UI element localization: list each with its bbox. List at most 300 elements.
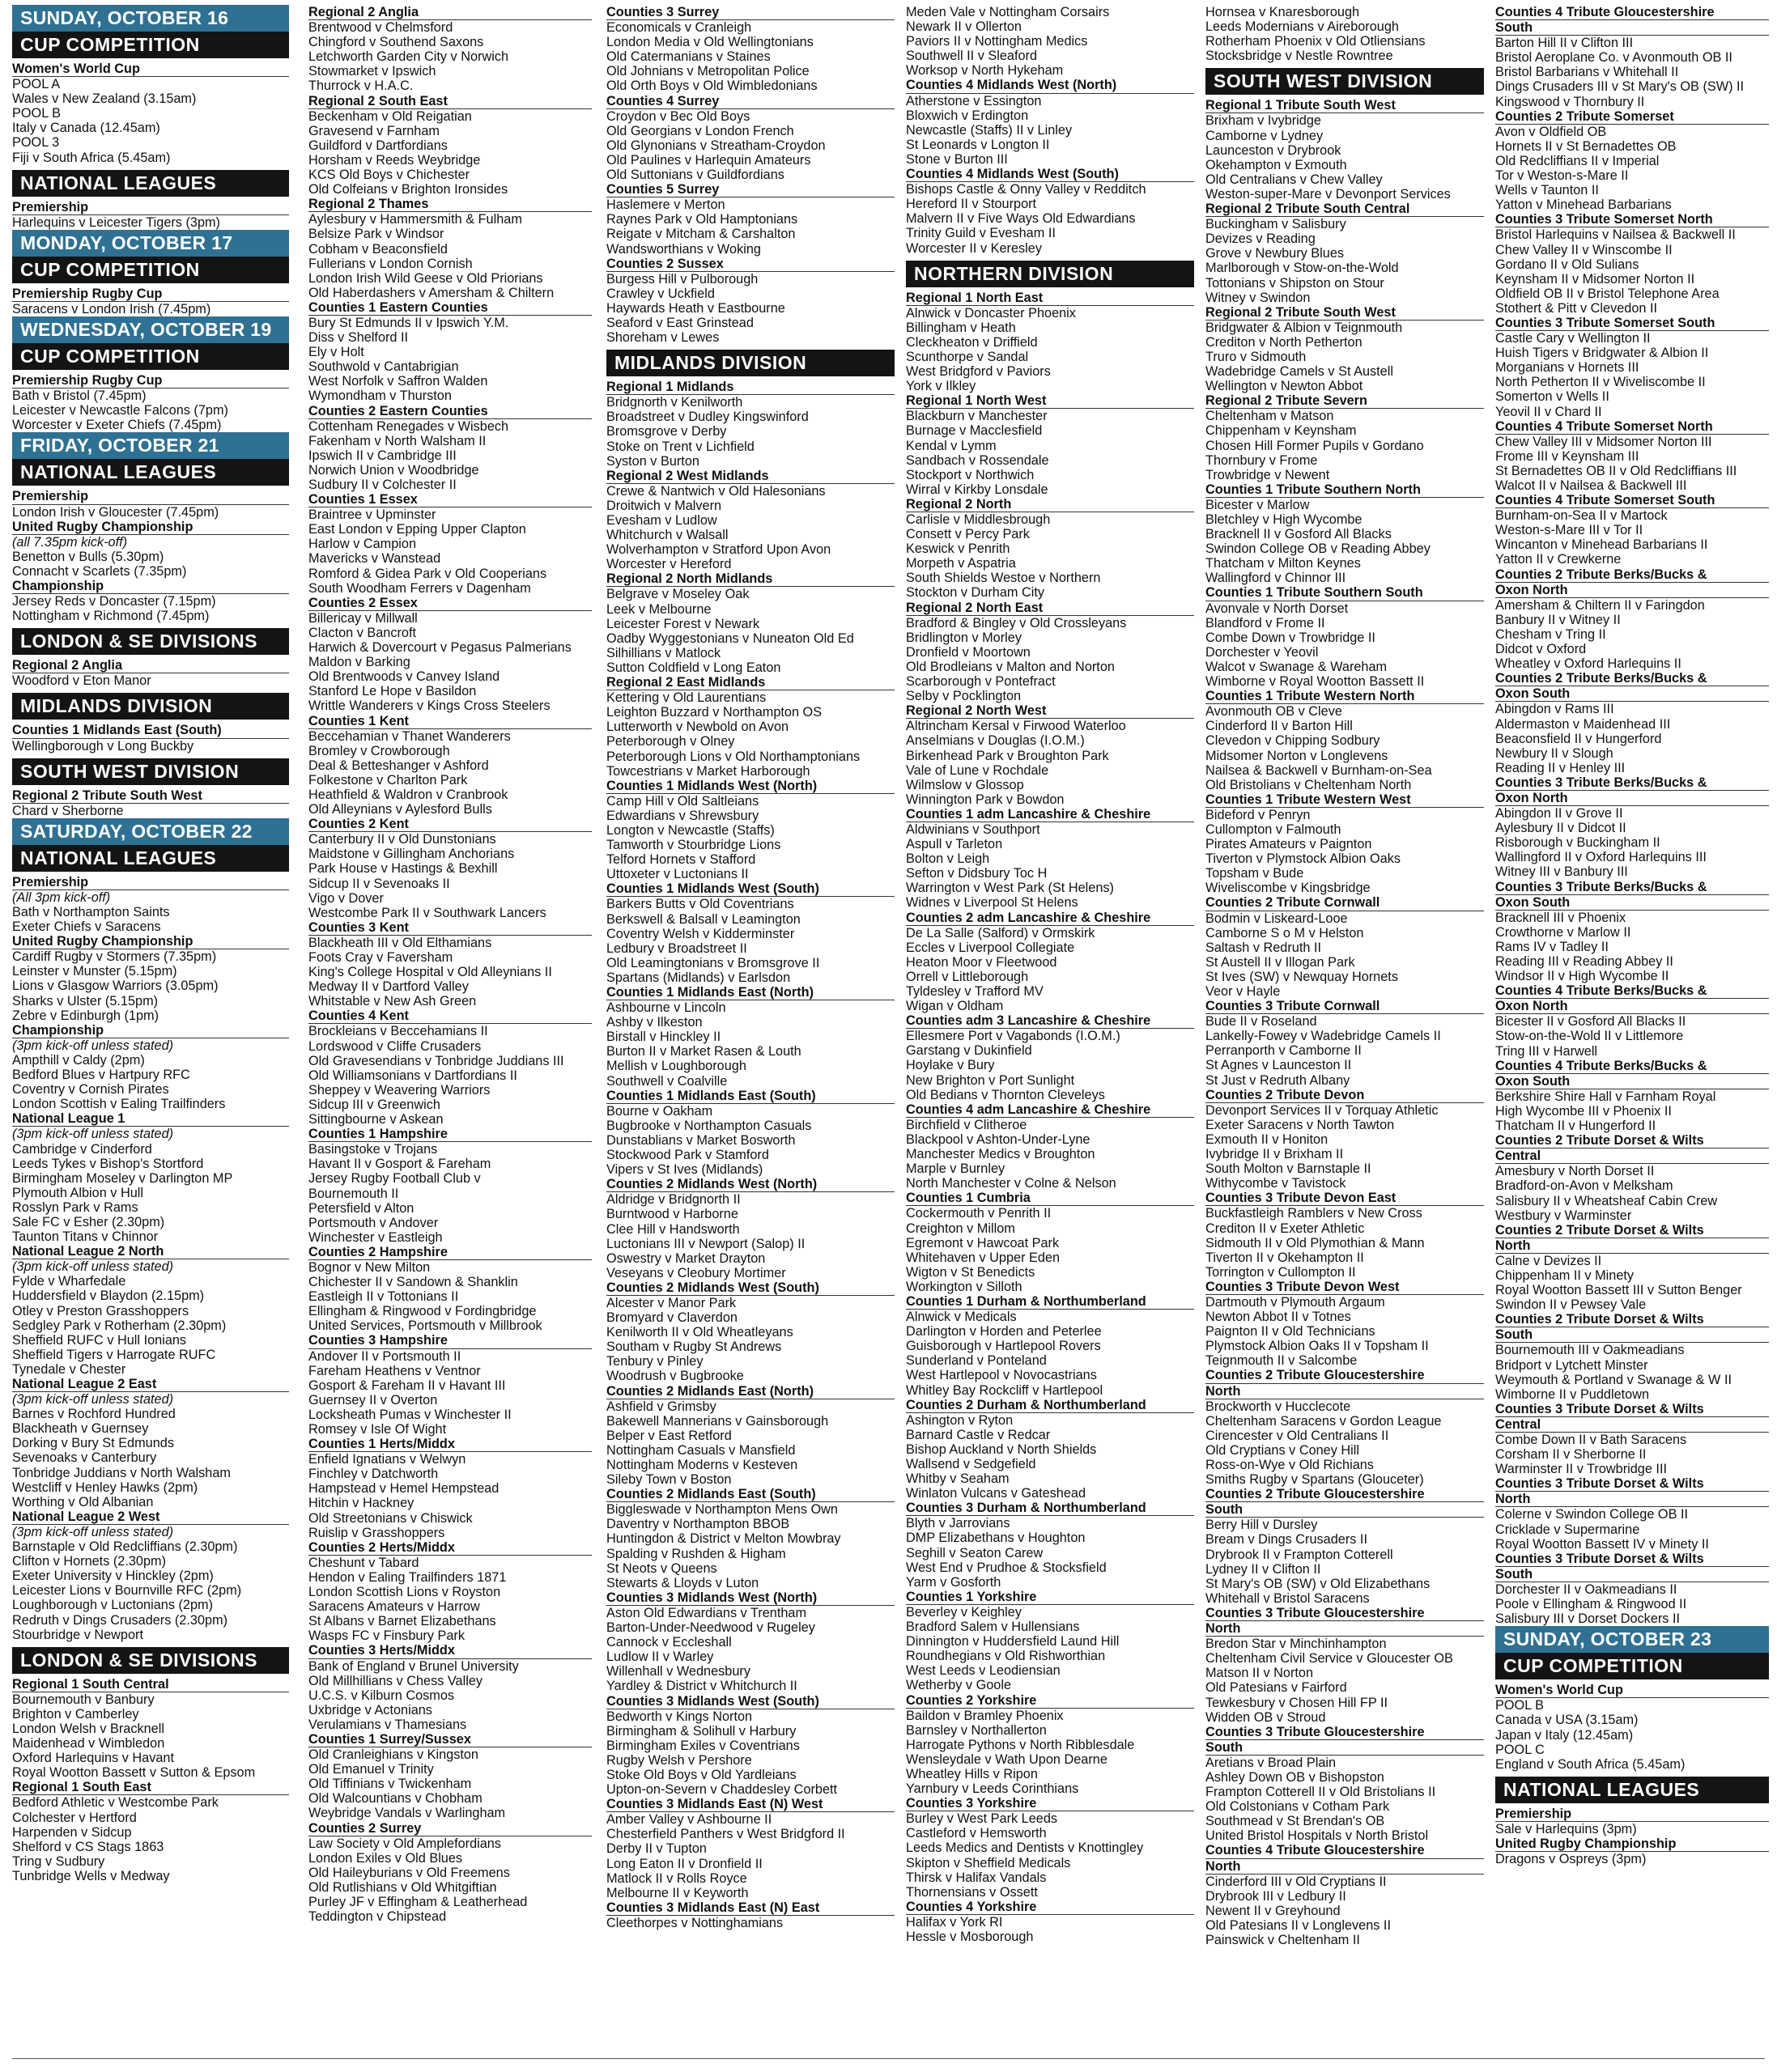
- fixture-line: Wandsworthians v Woking: [606, 241, 761, 257]
- fixture-line: Egremont v Hawcoat Park: [906, 1235, 1060, 1250]
- fixture-line: Bracknell III v Phoenix: [1495, 910, 1626, 925]
- fixture-line: Longton v Newcastle (Staffs): [606, 822, 775, 838]
- league-heading: Counties 2 Tribute Dorset & Wilts: [1495, 1312, 1769, 1327]
- fixture-line: Consett v Percy Park: [906, 527, 1030, 542]
- fixture-line: West End v Prudhoe & Stocksfield: [906, 1560, 1107, 1575]
- league-heading: Counties 3 Tribute Dorset & Wilts: [1495, 1552, 1769, 1567]
- fixture-line: Ashbourne v Lincoln: [606, 1000, 726, 1016]
- date-banner: WEDNESDAY, OCTOBER 19: [12, 316, 289, 343]
- fixture-line: Ludlow II v Warley: [606, 1650, 714, 1665]
- fixture-line: Tenbury v Pinley: [606, 1354, 704, 1369]
- fixture-line: North Manchester v Colne & Nelson: [906, 1176, 1116, 1191]
- fixture-line: Blackheath III v Old Elthamians: [308, 935, 492, 950]
- fixture-line: Marple v Burnley: [906, 1161, 1005, 1177]
- fixture-line: Bognor v New Milton: [308, 1259, 431, 1275]
- fixture-line: Crewe & Nantwich v Old Halesonians: [606, 483, 826, 499]
- fixture-line: Newbury II v Slough: [1495, 745, 1613, 761]
- fixture-line: Enfield Ignatians v Welwyn: [308, 1452, 466, 1467]
- fixture-line: Bracknell II v Gosford All Blacks: [1205, 527, 1392, 542]
- fixture-line: Matlock II v Rolls Royce: [606, 1870, 747, 1886]
- fixture-line: Old Patesians v Fairford: [1205, 1680, 1347, 1696]
- fixture-line: Croydon v Bec Old Boys: [606, 108, 750, 124]
- fixture-line: Lions v Glasgow Warriors (3.05pm): [12, 979, 219, 994]
- fixture-line: Stocksbridge v Nestle Rowntree: [1205, 49, 1393, 64]
- league-heading: Regional 2 Thames: [308, 197, 592, 212]
- fixture-line: Chew Valley III v Midsomer Norton III: [1495, 434, 1712, 449]
- fixture-line: Stothert & Pitt v Clevedon II: [1495, 300, 1657, 316]
- fixture-line: Hendon v Ealing Trailfinders 1871: [308, 1569, 507, 1585]
- fixture-line: St Agnes v Launceston II: [1205, 1058, 1352, 1073]
- fixture-line: Winnington Park v Bowdon: [906, 792, 1065, 807]
- fixture-line: Witney v Swindon: [1205, 290, 1311, 305]
- fixture-line: Huntingdon & District v Melton Mowbray: [606, 1531, 841, 1547]
- fixture-line: Taunton Titans v Chinnor: [12, 1229, 159, 1245]
- league-heading: Counties 2 Yorkshire: [906, 1693, 1194, 1709]
- fixture-line: Burntwood v Harborne: [606, 1207, 738, 1222]
- fixture-line: Dorking v Bury St Edmunds: [12, 1436, 174, 1451]
- fixture-line: Beccehamian v Thanet Wanderers: [308, 728, 511, 744]
- fixture-line: Hoylake v Bury: [906, 1058, 995, 1073]
- league-heading: Regional 2 North: [906, 497, 1194, 512]
- fixture-line: Poole v Ellingham & Ringwood II: [1495, 1597, 1687, 1612]
- fixture-line: Burnage v Macclesfield: [906, 423, 1043, 439]
- fixture-line: England v South Africa (5.45am): [1495, 1756, 1686, 1772]
- league-heading: Premiership: [12, 200, 289, 215]
- fixture-line: Old Rutlishians v Old Whitgiftian: [308, 1879, 497, 1895]
- fixture-line: Stoke Old Boys v Old Yardleians: [606, 1767, 797, 1782]
- fixture-line: Old Emanuel v Trinity: [308, 1762, 434, 1777]
- fixture-line: U.C.S. v Kilburn Cosmos: [308, 1688, 455, 1703]
- fixture-line: Rotherham Phoenix v Old Otliensians: [1205, 34, 1426, 49]
- fixture-line: Aylesbury II v Didcot II: [1495, 821, 1626, 836]
- fixture-line: Cheshunt v Tabard: [308, 1555, 419, 1570]
- fixture-line: Dragons v Ospreys (3pm): [1495, 1852, 1647, 1867]
- fixture-line: Syston v Burton: [606, 453, 699, 469]
- fixture-line: Berry Hill v Dursley: [1205, 1518, 1318, 1533]
- fixture-line: Devizes v Reading: [1205, 231, 1316, 247]
- fixture-line: Bloxwich v Erdington: [906, 108, 1029, 123]
- fixture-line: Cleethorpes v Nottinghamians: [606, 1915, 784, 1930]
- fixture-line: Newent II v Greyhound: [1205, 1903, 1341, 1918]
- fixture-line: Finchley v Datchworth: [308, 1467, 439, 1482]
- fixtures-column-4: [906, 5, 1194, 2061]
- league-heading: North: [1205, 1859, 1484, 1875]
- fixture-line: West Norfolk v Saffron Walden: [308, 374, 488, 389]
- fixture-line: Burton II v Market Rasen & Louth: [606, 1044, 801, 1059]
- fixture-line: Melbourne II v Keyworth: [606, 1885, 749, 1900]
- fixture-line: POOL 3: [12, 135, 60, 151]
- fixture-line: Bishop Auckland v North Shields: [906, 1441, 1097, 1457]
- fixture-line: Royal Wootton Bassett v Sutton & Epsom: [12, 1765, 256, 1781]
- fixture-line: Teignmouth II v Salcombe: [1205, 1353, 1358, 1369]
- fixture-line: Southwold v Cantabrigian: [308, 359, 459, 375]
- fixture-line: St Ives (SW) v Newquay Hornets: [1205, 969, 1398, 984]
- league-heading: Regional 2 North West: [906, 703, 1194, 719]
- fixture-line: Atherstone v Essington: [906, 93, 1042, 108]
- league-heading: Counties 2 Kent: [308, 817, 592, 832]
- fixture-line: Birkenhead Park v Broughton Park: [906, 748, 1109, 763]
- league-heading: South: [1495, 20, 1769, 36]
- fixture-line: St Leonards v Longton II: [906, 137, 1050, 152]
- fixture-line: Colchester v Hertford: [12, 1810, 137, 1825]
- fixture-line: Westcliff v Henley Hawks (2pm): [12, 1480, 198, 1495]
- fixture-line: Peterborough v Olney: [606, 734, 735, 749]
- fixture-line: St Neots v Queens: [606, 1560, 717, 1576]
- league-heading: Counties 3 Tribute Devon West: [1205, 1280, 1484, 1295]
- fixture-line: Sileby Town v Boston: [606, 1472, 732, 1488]
- fixture-line: Old Catermanians v Staines: [606, 49, 771, 65]
- fixture-line: Malvern II v Five Ways Old Edwardians: [906, 211, 1136, 227]
- league-heading: National League 2 West: [12, 1509, 289, 1525]
- fixture-line: Chippenham II v Minety: [1495, 1267, 1635, 1283]
- fixture-line: Bugbrooke v Northampton Casuals: [606, 1118, 812, 1133]
- fixture-line: Corsham II v Sherborne II: [1495, 1447, 1647, 1463]
- fixture-line: Bradford-on-Avon v Melksham: [1495, 1178, 1673, 1194]
- fixture-line: Havant II v Gosport & Fareham: [308, 1157, 491, 1172]
- fixture-line: Walcot v Swanage & Wareham: [1205, 659, 1388, 674]
- fixture-line: Old Williamsonians v Dartfordians II: [308, 1068, 517, 1083]
- fixture-line: Exmouth II v Honiton: [1205, 1132, 1328, 1147]
- fixture-line: Newark II v Ollerton: [906, 19, 1022, 35]
- fixture-line: Ashby v Ilkeston: [606, 1015, 703, 1030]
- fixture-line: Dorchester v Yeovil: [1205, 644, 1319, 660]
- fixture-line: Blyth v Jarrovians: [906, 1516, 1010, 1531]
- fixture-line: Beckenham v Old Reigatian: [308, 108, 472, 124]
- league-heading: Counties 4 Surrey: [606, 94, 895, 109]
- fixture-line: Frome III v Keynsham III: [1495, 448, 1639, 464]
- fixture-line: Tunbridge Wells v Medway: [12, 1868, 170, 1883]
- fixture-line: Wilmslow v Glossop: [906, 777, 1024, 792]
- fixture-line: Jersey Reds v Doncaster (7.15pm): [12, 594, 216, 609]
- fixture-line: Jersey Rugby Football Club v: [308, 1171, 481, 1187]
- fixture-line: West Bridgford v Paviors: [906, 364, 1051, 380]
- fixture-line: Cottenham Renegades v Wisbech: [308, 418, 509, 434]
- fixture-line: Dorchester II v Oakmeadians II: [1495, 1582, 1677, 1597]
- fixture-line: Eastleigh II v Tottonians II: [308, 1289, 459, 1305]
- fixture-line: Amersham & Chiltern II v Faringdon: [1495, 597, 1705, 613]
- fixture-line: Birstall v Hinckley II: [606, 1030, 721, 1045]
- fixture-line: Sidmouth II v Old Plymothian & Mann: [1205, 1235, 1425, 1250]
- fixture-line: Bromley v Crowborough: [308, 743, 450, 758]
- fixture-line: Yarnbury v Leeds Corinthians: [906, 1781, 1079, 1797]
- fixture-line: Wallsend v Sedgefield: [906, 1457, 1036, 1471]
- fixture-line: Keswick v Penrith: [906, 541, 1010, 557]
- fixture-line: St Bernadettes OB II v Old Redcliffians III: [1495, 463, 1737, 478]
- section-bar: CUP COMPETITION: [12, 257, 289, 283]
- league-heading: United Rugby Championship: [12, 934, 289, 949]
- fixture-line: Kettering v Old Laurentians: [606, 690, 767, 706]
- fixture-line: Avon v Oldfield OB: [1495, 124, 1607, 139]
- fixture-line: Norwich Union v Woodbridge: [308, 462, 479, 478]
- fixture-line: Belsize Park v Windsor: [308, 227, 444, 242]
- league-heading: Counties 1 Yorkshire: [906, 1590, 1194, 1605]
- fixture-line: Selby v Pocklington: [906, 689, 1022, 704]
- fixture-line: Aldwinians v Southport: [906, 822, 1040, 837]
- fixture-line: Worcester v Exeter Chiefs (7.45pm): [12, 418, 222, 433]
- bottom-rule: [12, 2058, 1765, 2059]
- fixture-line: Cockermouth v Penrith II: [906, 1206, 1052, 1221]
- fixture-line: Saracens v London Irish (7.45pm): [12, 301, 211, 316]
- league-heading: Counties 2 adm Lancashire & Cheshire: [906, 911, 1194, 926]
- fixture-line: Otley v Preston Grasshoppers: [12, 1303, 189, 1318]
- fixture-line: Evesham v Ludlow: [606, 513, 717, 528]
- fixture-line: Belper v East Retford: [606, 1428, 732, 1443]
- league-heading: Counties 2 Durham & Northumberland: [906, 1398, 1194, 1413]
- fixture-line: Guildford v Dartfordians: [308, 138, 448, 153]
- fixture-line: Old Paulines v Harlequin Amateurs: [606, 152, 811, 168]
- fixture-line: POOL B: [12, 106, 62, 121]
- league-heading: Counties 1 Hampshire: [308, 1127, 592, 1142]
- fixture-line: Wasps FC v Finsbury Park: [308, 1628, 465, 1644]
- fixture-line: London Welsh v Bracknell: [12, 1721, 164, 1736]
- fixtures-column-6: [1495, 5, 1769, 2061]
- fixture-line: Thirsk v Halifax Vandals: [906, 1870, 1047, 1885]
- fixture-line: Romsey v Isle Of Wight: [308, 1422, 447, 1437]
- league-heading: Counties 2 Midlands East (North): [606, 1384, 895, 1399]
- fixture-line: Thatcham II v Hungerford II: [1495, 1119, 1656, 1134]
- fixture-line: Stanford Le Hope v Basildon: [308, 684, 477, 699]
- fixture-line: Bredon Star v Minchinhampton: [1205, 1637, 1387, 1652]
- league-heading: Counties 1 Eastern Counties: [308, 300, 592, 316]
- fixture-line: Chesham v Tring II: [1495, 626, 1606, 642]
- fixture-line: Berkswell & Balsall v Leamington: [606, 911, 801, 927]
- fixture-line: Buckfastleigh Ramblers v New Cross: [1205, 1206, 1422, 1221]
- fixture-line: Cobham v Beaconsfield: [308, 241, 448, 257]
- fixture-line: Old Haileyburians v Old Freemens: [308, 1865, 510, 1880]
- fixture-line: Haywards Heath v Eastbourne: [606, 300, 785, 316]
- fixture-line: Reading III v Reading Abbey II: [1495, 954, 1673, 969]
- fixture-line: Letchworth Garden City v Norwich: [308, 49, 509, 65]
- fixture-line: Salisbury III v Dorset Dockers II: [1495, 1611, 1681, 1627]
- fixture-line: Truro v Sidmouth: [1205, 349, 1307, 364]
- kickoff-note: (3pm kick-off unless stated): [12, 1392, 174, 1408]
- fixture-line: Newcastle (Staffs) II v Linley: [906, 122, 1073, 138]
- fixture-line: Connacht v Scarlets (7.35pm): [12, 563, 187, 579]
- fixture-line: Tottonians v Shipston on Stour: [1205, 275, 1384, 291]
- fixture-line: Kingswood v Thornbury II: [1495, 94, 1645, 109]
- date-banner: SUNDAY, OCTOBER 23: [1495, 1626, 1769, 1653]
- fixture-line: Weston-super-Mare v Devonport Services: [1205, 186, 1451, 202]
- league-heading: Counties 1 Midlands East (South): [606, 1089, 895, 1104]
- fixture-line: King's College Hospital v Old Alleynians II: [308, 965, 552, 980]
- fixture-line: Bream v Dings Crusaders II: [1205, 1532, 1367, 1548]
- fixture-line: Devonport Services II v Torquay Athletic: [1205, 1102, 1439, 1118]
- league-heading: Counties 2 Tribute Berks/Bucks &: [1495, 567, 1769, 583]
- fixture-line: Bradford Salem v Hullensians: [906, 1620, 1080, 1635]
- fixture-line: Clee Hill v Handsworth: [606, 1221, 740, 1237]
- league-heading: Counties 3 Tribute Dorset & Wilts: [1495, 1476, 1769, 1492]
- league-heading: United Rugby Championship: [12, 520, 289, 535]
- fixture-line: Deal & Betteshanger v Ashford: [308, 758, 489, 773]
- fixture-line: York v Ilkley: [906, 379, 976, 394]
- fixture-line: Basingstoke v Trojans: [308, 1142, 438, 1157]
- fixture-line: South Molton v Barnstaple II: [1205, 1161, 1371, 1177]
- fixture-line: Stourbridge v Newport: [12, 1627, 143, 1642]
- section-bar: CUP COMPETITION: [12, 343, 289, 370]
- league-heading: Counties 1 Tribute Western North: [1205, 689, 1484, 704]
- league-heading: Counties 4 Kent: [308, 1008, 592, 1024]
- fixture-line: Bideford v Penryn: [1205, 807, 1311, 822]
- kickoff-note: (All 3pm kick-off): [12, 890, 111, 905]
- fixtures-column-5: [1205, 5, 1484, 2061]
- fixture-line: Chard v Sherborne: [12, 803, 124, 818]
- fixture-line: Painswick v Cheltenham II: [1205, 1933, 1360, 1947]
- fixture-line: Sevenoaks v Canterbury: [12, 1450, 157, 1466]
- fixture-line: Kenilworth II v Old Wheatleyans: [606, 1325, 793, 1340]
- fixture-line: Telford Hornets v Stafford: [606, 852, 756, 868]
- fixture-line: Aldridge v Bridgnorth II: [606, 1192, 741, 1208]
- fixture-line: Banbury II v Witney II: [1495, 612, 1621, 627]
- fixture-line: Italy v Canada (12.45am): [12, 121, 160, 136]
- fixture-line: Cricklade v Supermarine: [1495, 1522, 1640, 1537]
- league-heading: National League 2 North: [12, 1244, 289, 1259]
- fixture-line: Billingham v Heath: [906, 320, 1016, 335]
- league-heading: Counties 4 Tribute Gloucestershire: [1205, 1843, 1484, 1858]
- league-heading: North: [1205, 1621, 1484, 1637]
- league-heading: Regional 2 East Midlands: [606, 675, 895, 690]
- fixture-line: Launceston v Drybrook: [1205, 142, 1341, 158]
- fixture-line: Bourne v Oakham: [606, 1103, 713, 1119]
- fixture-line: Leeds Medics and Dentists v Knottingley: [906, 1841, 1144, 1856]
- fixture-line: Lordswood v Cliffe Crusaders: [308, 1038, 482, 1054]
- fixture-line: Stone v Burton III: [906, 151, 1008, 167]
- fixture-line: Aylesbury v Hammersmith & Fulham: [308, 212, 522, 227]
- league-heading: Counties 3 Yorkshire: [906, 1796, 1194, 1811]
- league-heading: Regional 1 North East: [906, 291, 1194, 306]
- fixture-line: Wigan v Oldham: [906, 999, 1004, 1014]
- fixture-line: Seghill v Seaton Carew: [906, 1545, 1044, 1560]
- fixture-line: Skipton v Sheffield Medicals: [906, 1855, 1071, 1870]
- league-heading: Counties 4 adm Lancashire & Cheshire: [906, 1102, 1194, 1118]
- fixture-line: Peterborough Lions v Old Northamptonians: [606, 749, 861, 764]
- league-heading: Counties 2 Hampshire: [308, 1245, 592, 1260]
- league-heading: Regional 1 North West: [906, 393, 1194, 409]
- fixture-line: Worksop v North Hykeham: [906, 63, 1064, 79]
- fixture-line: Raynes Park v Old Hamptonians: [606, 212, 798, 227]
- fixture-line: Blandford v Frome II: [1205, 615, 1325, 631]
- fixture-line: Bristol Harlequins v Nailsea & Backwell II: [1495, 227, 1736, 243]
- league-heading: Counties 2 Tribute Dorset & Wilts: [1495, 1133, 1769, 1149]
- fixture-line: Oswestry v Market Drayton: [606, 1250, 766, 1266]
- fixture-line: Old Colstonians v Cotham Park: [1205, 1799, 1390, 1815]
- fixture-line: Hampstead v Hemel Hempstead: [308, 1481, 500, 1497]
- fixture-line: Aretians v Broad Plain: [1205, 1755, 1337, 1770]
- league-heading: Counties 1 Herts/Middx: [308, 1437, 592, 1452]
- fixture-line: Wheatley v Oxford Harlequins II: [1495, 656, 1681, 672]
- fixture-line: Bedworth v Kings Norton: [606, 1709, 753, 1724]
- fixture-line: Worcester II v Keresley: [906, 240, 1042, 256]
- fixture-line: Aston Old Edwardians v Trentham: [606, 1605, 807, 1620]
- fixture-line: Vipers v St Ives (Midlands): [606, 1162, 763, 1178]
- fixture-line: Old Redcliffians II v Imperial: [1495, 153, 1660, 168]
- fixture-line: Sharks v Ulster (5.15pm): [12, 993, 159, 1008]
- fixture-line: Barton Hill II v Clifton III: [1495, 36, 1634, 51]
- fixture-line: Oxford Harlequins v Havant: [12, 1751, 174, 1766]
- fixture-line: Yardley & District v Whitchurch II: [606, 1679, 797, 1694]
- fixture-line: Law Society v Old Amplefordians: [308, 1836, 502, 1851]
- fixture-line: Abingdon v Rams III: [1495, 702, 1614, 717]
- fixture-line: Wensleydale v Wath Upon Dearne: [906, 1751, 1107, 1767]
- fixture-line: Chew Valley II v Winscombe II: [1495, 242, 1673, 257]
- league-heading: Regional 1 Tribute South West: [1205, 98, 1484, 113]
- league-heading: Regional 1 South Central: [12, 1677, 289, 1692]
- fixture-line: Economicals v Cranleigh: [606, 20, 752, 36]
- league-heading: Counties 1 Midlands West (South): [606, 881, 895, 897]
- fixture-line: Blackburn v Manchester: [906, 409, 1048, 424]
- league-heading: Premiership Rugby Cup: [12, 287, 289, 302]
- fixture-line: Crediton v North Petherton: [1205, 334, 1363, 350]
- fixture-line: Westbury v Warminster: [1495, 1208, 1632, 1223]
- league-heading: Counties 1 Tribute Western West: [1205, 792, 1484, 808]
- fixture-line: Cullompton v Falmouth: [1205, 822, 1341, 837]
- fixture-line: Cirencester v Old Centralians II: [1205, 1428, 1389, 1443]
- fixture-line: Hornets II v St Bernadettes OB: [1495, 138, 1677, 154]
- fixture-line: Drybrook III v Ledbury II: [1205, 1888, 1346, 1904]
- fixture-line: Wetherby v Goole: [906, 1678, 1012, 1693]
- fixture-line: Weymouth & Portland v Swanage & W II: [1495, 1372, 1732, 1387]
- fixture-line: Garstang v Dukinfield: [906, 1043, 1032, 1059]
- fixture-line: Salisbury II v Wheatsheaf Cabin Crew: [1495, 1193, 1718, 1208]
- fixture-line: Leighton Buzzard v Northampton OS: [606, 705, 823, 720]
- fixture-line: Towcestrians v Market Harborough: [606, 763, 810, 779]
- fixture-line: South Woodham Ferrers v Dagenham: [308, 580, 531, 596]
- league-heading: Counties 3 Midlands West (South): [606, 1694, 895, 1709]
- fixture-line: Yarm v Gosforth: [906, 1574, 1001, 1590]
- fixture-line: Canada v USA (3.15am): [1495, 1713, 1639, 1728]
- fixture-line: Woodford v Eton Manor: [12, 673, 151, 689]
- section-bar: SOUTH WEST DIVISION: [12, 758, 289, 785]
- fixture-line: Meden Vale v Nottingham Corsairs: [906, 5, 1110, 19]
- fixture-line: Withycombe v Tavistock: [1205, 1176, 1346, 1191]
- fixture-line: Bedford Blues v Hartpury RFC: [12, 1068, 190, 1083]
- fixture-line: Birchfield v Clitheroe: [906, 1117, 1027, 1132]
- fixture-line: High Wycombe III v Phoenix II: [1495, 1103, 1672, 1119]
- fixture-line: KCS Old Boys v Chichester: [308, 168, 470, 183]
- fixture-line: Barkers Butts v Old Coventrians: [606, 897, 794, 912]
- fixture-line: Worcester v Hereford: [606, 557, 732, 572]
- fixture-line: Old Bristolians v Cheltenham North: [1205, 777, 1412, 792]
- fixture-line: Yeovil II v Chard II: [1495, 404, 1602, 419]
- fixture-line: Thornensians v Ossett: [906, 1884, 1038, 1900]
- fixture-line: Rugby Welsh v Pershore: [606, 1752, 752, 1768]
- fixture-line: Brockworth v Hucclecote: [1205, 1399, 1351, 1414]
- fixture-line: Ivybridge II v Brixham II: [1205, 1147, 1344, 1162]
- fixtures-page: [12, 5, 1769, 2061]
- fixture-line: Scunthorpe v Sandal: [906, 349, 1029, 364]
- fixture-line: Worthing v Old Albanian: [12, 1494, 154, 1509]
- fixture-line: Horsham v Reeds Weybridge: [308, 152, 481, 168]
- fixture-line: Spartans (Midlands) v Earlsdon: [606, 970, 791, 985]
- fixture-line: Dunstablians v Market Bosworth: [606, 1132, 796, 1148]
- fixture-line: Veor v Hayle: [1205, 984, 1281, 999]
- fixture-line: Ampthill v Caldy (2pm): [12, 1052, 145, 1068]
- fixture-line: Park House v Hastings & Bexhill: [308, 861, 498, 877]
- fixture-line: Barnsley v Northallerton: [906, 1722, 1047, 1738]
- fixture-line: Lydney II v Clifton II: [1205, 1561, 1321, 1577]
- fixture-line: Rams IV v Tadley II: [1495, 939, 1609, 954]
- league-heading: Regional 1 Midlands: [606, 380, 895, 395]
- fixture-line: Gordano II v Old Sulians: [1495, 257, 1639, 272]
- fixture-line: Leinster v Munster (5.15pm): [12, 964, 177, 979]
- league-heading: Premiership: [12, 489, 289, 504]
- fixture-line: Torrington v Cullompton II: [1205, 1264, 1356, 1280]
- league-heading: South: [1205, 1502, 1484, 1518]
- fixture-line: Carlisle v Middlesbrough: [906, 512, 1051, 527]
- kickoff-note: (3pm kick-off unless stated): [12, 1038, 174, 1053]
- league-heading: Regional 2 West Midlands: [606, 469, 895, 484]
- fixture-line: Wimborne v Royal Wootton Bassett II: [1205, 674, 1425, 690]
- fixture-line: Leicester Forest v Newark: [606, 616, 760, 631]
